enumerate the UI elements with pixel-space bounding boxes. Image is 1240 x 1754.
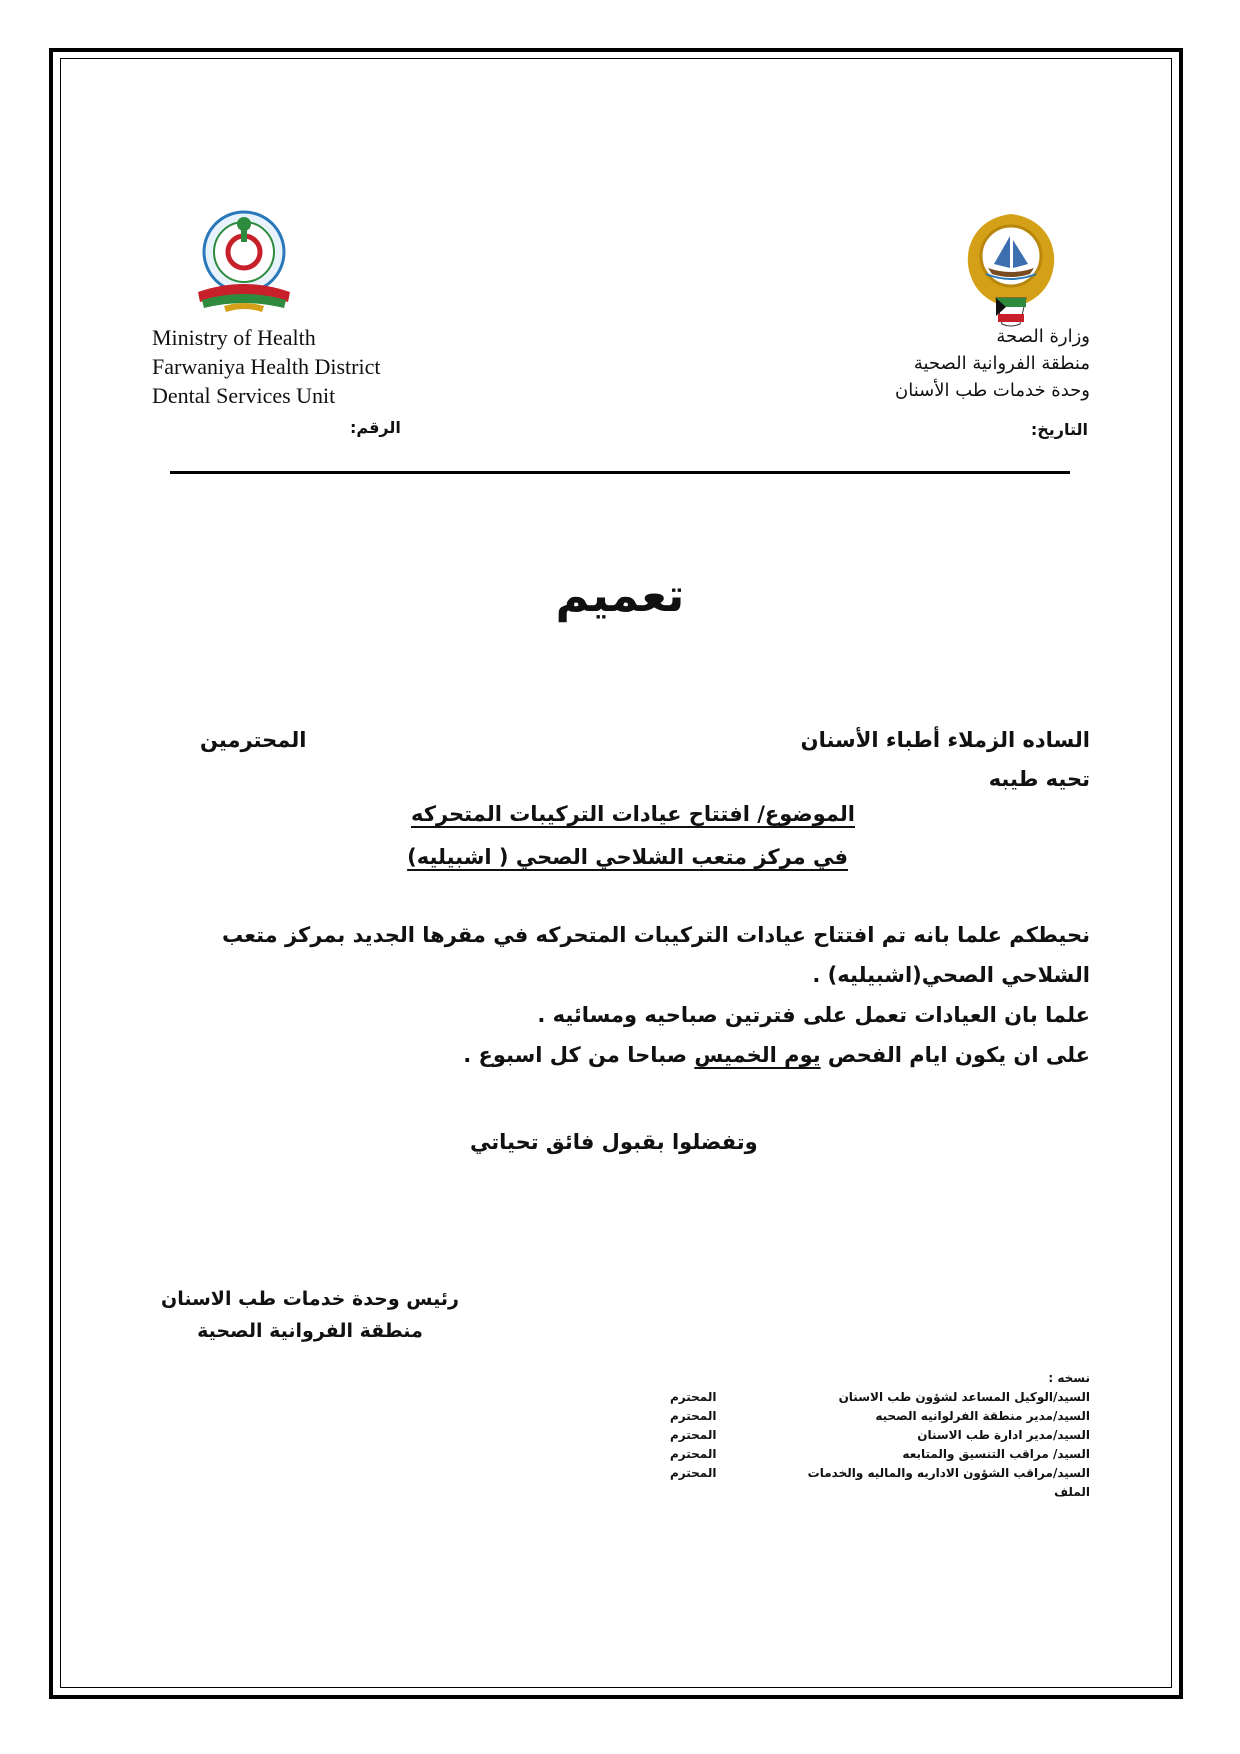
addressee-honorific: المحترمين: [200, 728, 307, 752]
copy-row: [670, 1445, 1090, 1464]
copy-honorific: المحترم: [670, 1447, 717, 1461]
copies-list: [670, 1369, 1090, 1502]
body-line-4-part-2: صباحا من كل اسبوع .: [463, 1043, 695, 1067]
date-label: التاريخ:: [1030, 420, 1088, 439]
greeting: تحيه طيبه: [988, 767, 1090, 791]
copy-file: الملف: [1054, 1485, 1090, 1499]
copy-honorific: المحترم: [670, 1466, 717, 1480]
copy-honorific: المحترم: [670, 1390, 717, 1404]
body-line-4: [180, 1035, 1090, 1075]
copy-row: [670, 1464, 1090, 1483]
body-line-4-part-1: على ان يكون ايام الفحص: [820, 1043, 1090, 1067]
copy-recipient: السيد/مدير منطقة الفرلوانيه الصحيه: [875, 1409, 1090, 1423]
closing-salutation: وتفضلوا بقبول فائق تحياتي: [470, 1130, 758, 1154]
body-line-2: الشلاحي الصحي(اشبيليه) .: [812, 963, 1090, 987]
copy-recipient: السيد/الوكيل المساعد لشؤون طب الاسنان: [838, 1390, 1090, 1404]
letterhead-district-ar: منطقة الفروانية الصحية: [913, 353, 1090, 374]
addressee: الساده الزملاء أطباء الأسنان: [800, 728, 1090, 752]
subject-line-2: في مركز متعب الشلاحي الصحي ( اشبيليه): [407, 845, 848, 869]
document-title: تعميم: [555, 568, 685, 622]
signature-title: رئيس وحدة خدمات طب الاسنان: [161, 1288, 459, 1310]
letterhead-district-en: Farwaniya Health District: [152, 354, 381, 379]
reference-number-label: الرقم:: [350, 418, 401, 437]
copy-row: [670, 1407, 1090, 1426]
copies-title: نسخه :: [1048, 1371, 1090, 1385]
signature-district: منطقة الفروانية الصحية: [197, 1320, 423, 1342]
copy-row: [670, 1388, 1090, 1407]
header-divider: [170, 471, 1070, 474]
arabic-letterhead: [790, 323, 1090, 404]
letterhead-unit-ar: وحدة خدمات طب الأسنان: [895, 380, 1090, 401]
subject-line-1: الموضوع/ افتتاح عيادات التركيبات المتحركه: [411, 802, 855, 826]
farwaniya-health-district-logo: [184, 206, 304, 318]
copy-honorific: المحترم: [670, 1428, 717, 1442]
body-line-3: علما بان العيادات تعمل على فترتين صباحيه ومسائيه .: [537, 1003, 1090, 1027]
copy-honorific: المحترم: [670, 1409, 717, 1423]
kuwait-emblem-logo: [956, 208, 1066, 330]
letterhead-unit-en: Dental Services Unit: [152, 383, 336, 408]
english-letterhead: [152, 323, 381, 410]
copy-recipient: السيد/مراقب الشؤون الاداريه والماليه والخدمات: [807, 1466, 1090, 1480]
copy-recipient: السيد/مدير ادارة طب الاسنان: [917, 1428, 1090, 1442]
copy-row: [670, 1426, 1090, 1445]
examination-day-highlight: يوم الخميس: [694, 1043, 821, 1067]
copy-recipient: السيد/ مراقب التنسيق والمتابعه: [902, 1447, 1090, 1461]
letterhead-ministry-ar: وزارة الصحة: [996, 326, 1090, 347]
body-paragraph: [180, 915, 1090, 1075]
body-line-1: نحيطكم علما بانه تم افتتاح عيادات التركيبات المتحركه في مقرها الجديد بمركز متعب: [222, 923, 1090, 947]
signature-block: [140, 1283, 480, 1347]
letterhead-ministry-en: Ministry of Health: [152, 325, 316, 350]
